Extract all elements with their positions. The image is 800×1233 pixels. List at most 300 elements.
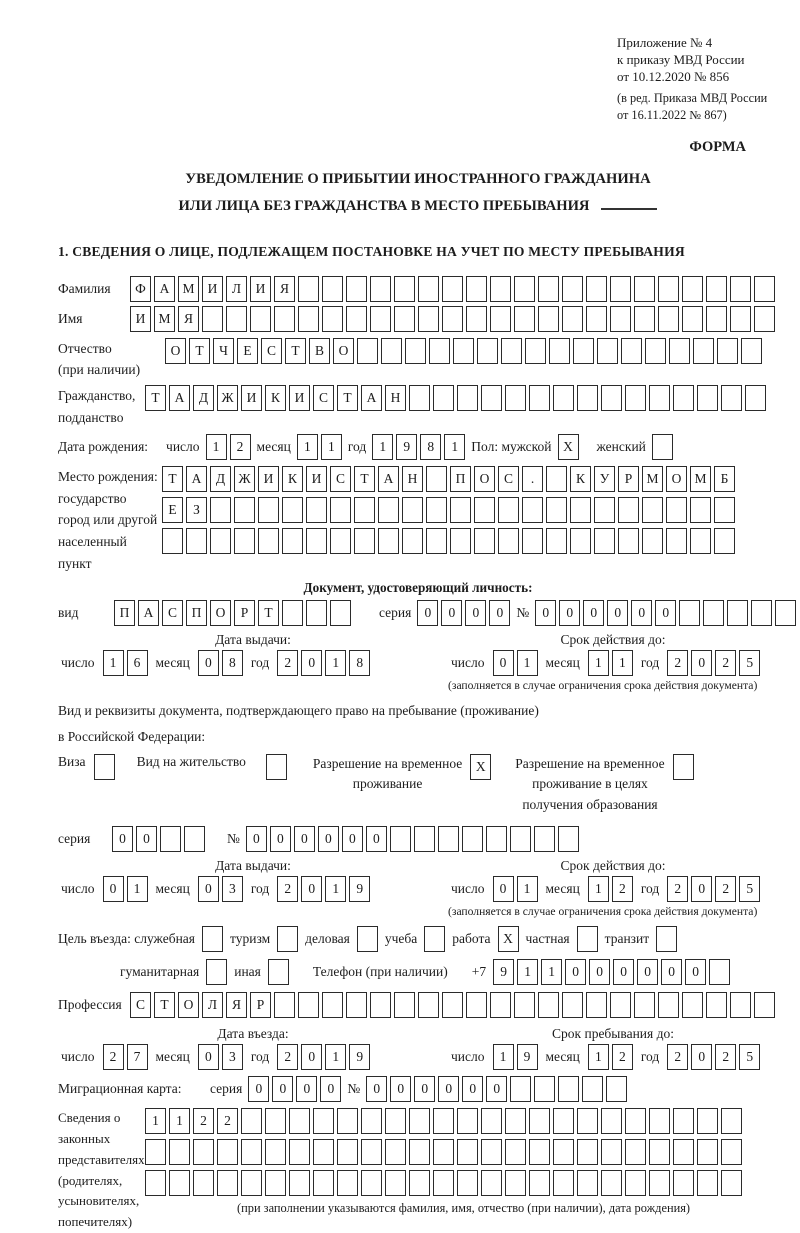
char-cell[interactable]: 0 — [691, 1044, 712, 1070]
char-cell[interactable]: 1 — [588, 1044, 609, 1070]
char-cell[interactable] — [477, 338, 498, 364]
char-cell[interactable] — [649, 1139, 670, 1165]
char-cell[interactable] — [354, 528, 375, 554]
char-cell[interactable]: П — [114, 600, 135, 626]
char-cell[interactable] — [727, 600, 748, 626]
char-cell[interactable]: 0 — [607, 600, 628, 626]
char-cell[interactable] — [610, 306, 631, 332]
char-cell[interactable] — [433, 385, 454, 411]
char-cell[interactable] — [741, 338, 762, 364]
char-cell[interactable]: 1 — [145, 1108, 166, 1134]
char-cell[interactable] — [621, 338, 642, 364]
char-cell[interactable] — [645, 338, 666, 364]
char-cell[interactable] — [274, 992, 295, 1018]
char-cell[interactable] — [466, 276, 487, 302]
char-cell[interactable] — [714, 497, 735, 523]
char-cell[interactable] — [409, 1108, 430, 1134]
char-cell[interactable] — [162, 528, 183, 554]
char-cell[interactable]: 0 — [441, 600, 462, 626]
char-cell[interactable]: 1 — [372, 434, 393, 460]
char-cell[interactable] — [658, 992, 679, 1018]
char-cell[interactable] — [322, 306, 343, 332]
char-cell[interactable]: 1 — [517, 959, 538, 985]
char-cell[interactable] — [457, 1139, 478, 1165]
char-cell[interactable] — [490, 276, 511, 302]
char-cell[interactable] — [514, 992, 535, 1018]
char-cell[interactable]: . — [522, 466, 543, 492]
char-cell[interactable] — [697, 385, 718, 411]
char-cell[interactable] — [721, 385, 742, 411]
char-cell[interactable]: 0 — [583, 600, 604, 626]
char-cell[interactable] — [775, 600, 796, 626]
char-cell[interactable]: К — [282, 466, 303, 492]
char-cell[interactable] — [577, 1170, 598, 1196]
char-cell[interactable] — [754, 992, 775, 1018]
char-cell[interactable] — [669, 338, 690, 364]
char-cell[interactable]: А — [361, 385, 382, 411]
char-cell[interactable]: О — [165, 338, 186, 364]
char-cell[interactable] — [313, 1170, 334, 1196]
char-cell[interactable]: Р — [250, 992, 271, 1018]
char-cell[interactable] — [394, 992, 415, 1018]
char-cell[interactable] — [481, 385, 502, 411]
char-cell[interactable] — [370, 306, 391, 332]
char-cell[interactable] — [381, 338, 402, 364]
char-cell[interactable]: С — [261, 338, 282, 364]
char-cell[interactable] — [481, 1170, 502, 1196]
char-cell[interactable] — [474, 528, 495, 554]
char-cell[interactable]: 0 — [465, 600, 486, 626]
char-cell[interactable] — [514, 276, 535, 302]
char-cell[interactable] — [442, 276, 463, 302]
char-cell[interactable]: 1 — [612, 650, 633, 676]
char-cell[interactable] — [202, 306, 223, 332]
char-cell[interactable] — [370, 276, 391, 302]
char-cell[interactable] — [370, 992, 391, 1018]
char-cell[interactable] — [714, 528, 735, 554]
char-cell[interactable]: 0 — [301, 1044, 322, 1070]
char-cell[interactable] — [703, 600, 724, 626]
char-cell[interactable] — [754, 276, 775, 302]
char-cell[interactable] — [402, 497, 423, 523]
char-cell[interactable]: 0 — [486, 1076, 507, 1102]
char-cell[interactable]: А — [186, 466, 207, 492]
char-cell[interactable] — [462, 826, 483, 852]
char-cell[interactable] — [169, 1139, 190, 1165]
char-cell[interactable]: 2 — [217, 1108, 238, 1134]
char-cell[interactable]: 9 — [349, 876, 370, 902]
char-cell[interactable] — [169, 1170, 190, 1196]
char-cell[interactable] — [210, 497, 231, 523]
char-cell[interactable] — [426, 528, 447, 554]
char-cell[interactable] — [457, 1108, 478, 1134]
char-cell[interactable] — [241, 1170, 262, 1196]
char-cell[interactable] — [330, 528, 351, 554]
char-cell[interactable] — [505, 385, 526, 411]
char-cell[interactable] — [693, 338, 714, 364]
char-cell[interactable] — [298, 306, 319, 332]
char-cell[interactable] — [346, 276, 367, 302]
char-cell[interactable]: 2 — [667, 650, 688, 676]
char-cell[interactable] — [409, 1170, 430, 1196]
char-cell[interactable]: 1 — [325, 650, 346, 676]
char-cell[interactable] — [385, 1170, 406, 1196]
char-cell[interactable] — [394, 306, 415, 332]
char-cell[interactable] — [433, 1108, 454, 1134]
char-cell[interactable]: 1 — [297, 434, 318, 460]
char-cell[interactable] — [282, 600, 303, 626]
char-cell[interactable]: 0 — [103, 876, 124, 902]
char-cell[interactable]: 0 — [136, 826, 157, 852]
char-cell[interactable]: М — [690, 466, 711, 492]
char-cell[interactable] — [673, 1108, 694, 1134]
char-cell[interactable] — [193, 1170, 214, 1196]
char-cell[interactable]: 2 — [277, 650, 298, 676]
char-cell[interactable] — [730, 992, 751, 1018]
char-cell[interactable]: Д — [193, 385, 214, 411]
char-cell[interactable]: 0 — [691, 650, 712, 676]
char-cell[interactable] — [577, 385, 598, 411]
char-cell[interactable]: И — [306, 466, 327, 492]
char-cell[interactable] — [610, 992, 631, 1018]
char-cell[interactable] — [606, 1076, 627, 1102]
char-cell[interactable]: 8 — [349, 650, 370, 676]
char-cell[interactable] — [394, 276, 415, 302]
char-cell[interactable]: 3 — [222, 876, 243, 902]
char-cell[interactable] — [277, 926, 298, 952]
char-cell[interactable]: Т — [162, 466, 183, 492]
char-cell[interactable]: С — [330, 466, 351, 492]
char-cell[interactable]: 9 — [396, 434, 417, 460]
char-cell[interactable] — [186, 528, 207, 554]
char-cell[interactable] — [361, 1170, 382, 1196]
char-cell[interactable]: 1 — [588, 650, 609, 676]
char-cell[interactable]: К — [265, 385, 286, 411]
char-cell[interactable]: 0 — [417, 600, 438, 626]
char-cell[interactable]: X — [470, 754, 491, 780]
char-cell[interactable] — [586, 306, 607, 332]
char-cell[interactable] — [390, 826, 411, 852]
char-cell[interactable] — [346, 306, 367, 332]
char-cell[interactable] — [268, 959, 289, 985]
char-cell[interactable] — [652, 434, 673, 460]
char-cell[interactable]: 0 — [565, 959, 586, 985]
char-cell[interactable] — [289, 1170, 310, 1196]
char-cell[interactable]: Т — [354, 466, 375, 492]
char-cell[interactable] — [481, 1139, 502, 1165]
char-cell[interactable] — [361, 1139, 382, 1165]
char-cell[interactable] — [357, 926, 378, 952]
char-cell[interactable] — [538, 992, 559, 1018]
char-cell[interactable]: З — [186, 497, 207, 523]
char-cell[interactable] — [721, 1139, 742, 1165]
char-cell[interactable] — [553, 1108, 574, 1134]
char-cell[interactable]: 0 — [198, 650, 219, 676]
char-cell[interactable] — [673, 1170, 694, 1196]
char-cell[interactable] — [562, 276, 583, 302]
char-cell[interactable] — [562, 992, 583, 1018]
char-cell[interactable]: 1 — [127, 876, 148, 902]
char-cell[interactable]: 1 — [517, 650, 538, 676]
char-cell[interactable] — [658, 276, 679, 302]
char-cell[interactable]: И — [130, 306, 151, 332]
char-cell[interactable] — [498, 528, 519, 554]
char-cell[interactable]: А — [154, 276, 175, 302]
char-cell[interactable]: 2 — [667, 876, 688, 902]
char-cell[interactable]: 1 — [206, 434, 227, 460]
char-cell[interactable]: 0 — [366, 826, 387, 852]
char-cell[interactable] — [442, 992, 463, 1018]
char-cell[interactable]: 2 — [715, 1044, 736, 1070]
char-cell[interactable]: Т — [285, 338, 306, 364]
char-cell[interactable] — [673, 385, 694, 411]
char-cell[interactable] — [490, 306, 511, 332]
char-cell[interactable] — [450, 528, 471, 554]
char-cell[interactable]: О — [210, 600, 231, 626]
char-cell[interactable]: Т — [337, 385, 358, 411]
char-cell[interactable] — [562, 306, 583, 332]
char-cell[interactable]: М — [642, 466, 663, 492]
char-cell[interactable] — [418, 992, 439, 1018]
char-cell[interactable]: 0 — [691, 876, 712, 902]
char-cell[interactable]: 0 — [613, 959, 634, 985]
char-cell[interactable] — [457, 385, 478, 411]
char-cell[interactable] — [522, 528, 543, 554]
char-cell[interactable]: О — [666, 466, 687, 492]
char-cell[interactable]: М — [154, 306, 175, 332]
char-cell[interactable]: 1 — [169, 1108, 190, 1134]
char-cell[interactable] — [266, 754, 287, 780]
char-cell[interactable]: Д — [210, 466, 231, 492]
char-cell[interactable]: 0 — [198, 876, 219, 902]
char-cell[interactable]: 1 — [588, 876, 609, 902]
char-cell[interactable]: 2 — [103, 1044, 124, 1070]
char-cell[interactable] — [673, 754, 694, 780]
char-cell[interactable] — [553, 385, 574, 411]
char-cell[interactable] — [378, 528, 399, 554]
char-cell[interactable]: Н — [385, 385, 406, 411]
char-cell[interactable] — [522, 497, 543, 523]
char-cell[interactable] — [510, 1076, 531, 1102]
char-cell[interactable]: 0 — [655, 600, 676, 626]
char-cell[interactable]: Н — [402, 466, 423, 492]
char-cell[interactable] — [481, 1108, 502, 1134]
char-cell[interactable]: 0 — [294, 826, 315, 852]
char-cell[interactable] — [529, 1139, 550, 1165]
char-cell[interactable]: 0 — [631, 600, 652, 626]
char-cell[interactable] — [597, 338, 618, 364]
char-cell[interactable]: Т — [145, 385, 166, 411]
char-cell[interactable] — [577, 1108, 598, 1134]
char-cell[interactable]: Т — [154, 992, 175, 1018]
char-cell[interactable] — [754, 306, 775, 332]
char-cell[interactable] — [679, 600, 700, 626]
char-cell[interactable] — [634, 306, 655, 332]
char-cell[interactable]: 0 — [320, 1076, 341, 1102]
char-cell[interactable] — [751, 600, 772, 626]
char-cell[interactable] — [586, 992, 607, 1018]
char-cell[interactable] — [721, 1108, 742, 1134]
char-cell[interactable] — [217, 1139, 238, 1165]
char-cell[interactable] — [265, 1170, 286, 1196]
char-cell[interactable] — [234, 528, 255, 554]
char-cell[interactable] — [409, 1139, 430, 1165]
char-cell[interactable] — [457, 1170, 478, 1196]
char-cell[interactable]: С — [162, 600, 183, 626]
char-cell[interactable] — [322, 992, 343, 1018]
char-cell[interactable]: Ф — [130, 276, 151, 302]
char-cell[interactable]: 0 — [318, 826, 339, 852]
char-cell[interactable] — [414, 826, 435, 852]
char-cell[interactable] — [298, 276, 319, 302]
char-cell[interactable] — [258, 497, 279, 523]
char-cell[interactable] — [337, 1139, 358, 1165]
char-cell[interactable] — [378, 497, 399, 523]
char-cell[interactable]: 0 — [301, 650, 322, 676]
char-cell[interactable]: П — [186, 600, 207, 626]
char-cell[interactable] — [577, 1139, 598, 1165]
char-cell[interactable]: 8 — [420, 434, 441, 460]
char-cell[interactable]: В — [309, 338, 330, 364]
char-cell[interactable]: 1 — [321, 434, 342, 460]
char-cell[interactable] — [450, 497, 471, 523]
char-cell[interactable] — [322, 276, 343, 302]
char-cell[interactable]: И — [241, 385, 262, 411]
char-cell[interactable]: И — [250, 276, 271, 302]
char-cell[interactable]: 5 — [739, 876, 760, 902]
char-cell[interactable]: Л — [202, 992, 223, 1018]
char-cell[interactable]: 2 — [612, 876, 633, 902]
char-cell[interactable] — [690, 528, 711, 554]
char-cell[interactable] — [594, 528, 615, 554]
char-cell[interactable] — [697, 1108, 718, 1134]
char-cell[interactable] — [582, 1076, 603, 1102]
char-cell[interactable]: 0 — [637, 959, 658, 985]
char-cell[interactable] — [289, 1108, 310, 1134]
char-cell[interactable]: 0 — [438, 1076, 459, 1102]
char-cell[interactable] — [250, 306, 271, 332]
char-cell[interactable] — [525, 338, 546, 364]
char-cell[interactable]: Ж — [234, 466, 255, 492]
char-cell[interactable] — [265, 1108, 286, 1134]
char-cell[interactable]: О — [474, 466, 495, 492]
char-cell[interactable] — [529, 385, 550, 411]
char-cell[interactable]: 0 — [535, 600, 556, 626]
char-cell[interactable] — [558, 1076, 579, 1102]
char-cell[interactable] — [546, 528, 567, 554]
char-cell[interactable] — [289, 1139, 310, 1165]
char-cell[interactable] — [634, 992, 655, 1018]
char-cell[interactable] — [658, 306, 679, 332]
char-cell[interactable] — [573, 338, 594, 364]
char-cell[interactable] — [193, 1139, 214, 1165]
char-cell[interactable] — [306, 497, 327, 523]
char-cell[interactable] — [546, 466, 567, 492]
char-cell[interactable] — [405, 338, 426, 364]
char-cell[interactable]: С — [498, 466, 519, 492]
char-cell[interactable] — [426, 497, 447, 523]
char-cell[interactable]: 0 — [246, 826, 267, 852]
char-cell[interactable] — [706, 992, 727, 1018]
char-cell[interactable]: 2 — [230, 434, 251, 460]
char-cell[interactable]: 3 — [222, 1044, 243, 1070]
char-cell[interactable] — [385, 1139, 406, 1165]
char-cell[interactable] — [206, 959, 227, 985]
char-cell[interactable]: И — [202, 276, 223, 302]
char-cell[interactable] — [649, 1170, 670, 1196]
char-cell[interactable] — [649, 385, 670, 411]
char-cell[interactable]: Р — [618, 466, 639, 492]
char-cell[interactable] — [433, 1170, 454, 1196]
char-cell[interactable]: 1 — [541, 959, 562, 985]
char-cell[interactable]: 5 — [739, 1044, 760, 1070]
char-cell[interactable] — [453, 338, 474, 364]
char-cell[interactable] — [282, 497, 303, 523]
char-cell[interactable] — [498, 497, 519, 523]
char-cell[interactable]: 1 — [325, 876, 346, 902]
char-cell[interactable]: 2 — [193, 1108, 214, 1134]
char-cell[interactable] — [385, 1108, 406, 1134]
char-cell[interactable] — [241, 1139, 262, 1165]
char-cell[interactable] — [625, 385, 646, 411]
char-cell[interactable] — [466, 306, 487, 332]
char-cell[interactable]: 0 — [248, 1076, 269, 1102]
char-cell[interactable]: С — [130, 992, 151, 1018]
char-cell[interactable] — [510, 826, 531, 852]
char-cell[interactable]: 8 — [222, 650, 243, 676]
char-cell[interactable] — [354, 497, 375, 523]
char-cell[interactable]: 0 — [342, 826, 363, 852]
char-cell[interactable] — [601, 1139, 622, 1165]
char-cell[interactable]: 0 — [390, 1076, 411, 1102]
char-cell[interactable] — [553, 1170, 574, 1196]
char-cell[interactable] — [709, 959, 730, 985]
char-cell[interactable]: 0 — [559, 600, 580, 626]
char-cell[interactable] — [745, 385, 766, 411]
char-cell[interactable] — [534, 1076, 555, 1102]
char-cell[interactable]: 0 — [301, 876, 322, 902]
char-cell[interactable] — [265, 1139, 286, 1165]
char-cell[interactable] — [642, 528, 663, 554]
char-cell[interactable]: О — [178, 992, 199, 1018]
char-cell[interactable] — [438, 826, 459, 852]
char-cell[interactable] — [642, 497, 663, 523]
char-cell[interactable] — [682, 992, 703, 1018]
char-cell[interactable] — [570, 528, 591, 554]
char-cell[interactable] — [625, 1139, 646, 1165]
char-cell[interactable] — [418, 276, 439, 302]
char-cell[interactable] — [505, 1170, 526, 1196]
char-cell[interactable]: Б — [714, 466, 735, 492]
char-cell[interactable] — [306, 600, 327, 626]
char-cell[interactable]: Ж — [217, 385, 238, 411]
char-cell[interactable] — [442, 306, 463, 332]
char-cell[interactable] — [697, 1139, 718, 1165]
char-cell[interactable] — [601, 1170, 622, 1196]
char-cell[interactable] — [274, 306, 295, 332]
char-cell[interactable] — [625, 1108, 646, 1134]
char-cell[interactable] — [94, 754, 115, 780]
char-cell[interactable]: 2 — [715, 876, 736, 902]
char-cell[interactable]: А — [169, 385, 190, 411]
char-cell[interactable] — [514, 306, 535, 332]
char-cell[interactable] — [618, 528, 639, 554]
char-cell[interactable] — [682, 276, 703, 302]
char-cell[interactable] — [337, 1108, 358, 1134]
char-cell[interactable]: 0 — [198, 1044, 219, 1070]
char-cell[interactable]: X — [558, 434, 579, 460]
char-cell[interactable]: 2 — [667, 1044, 688, 1070]
